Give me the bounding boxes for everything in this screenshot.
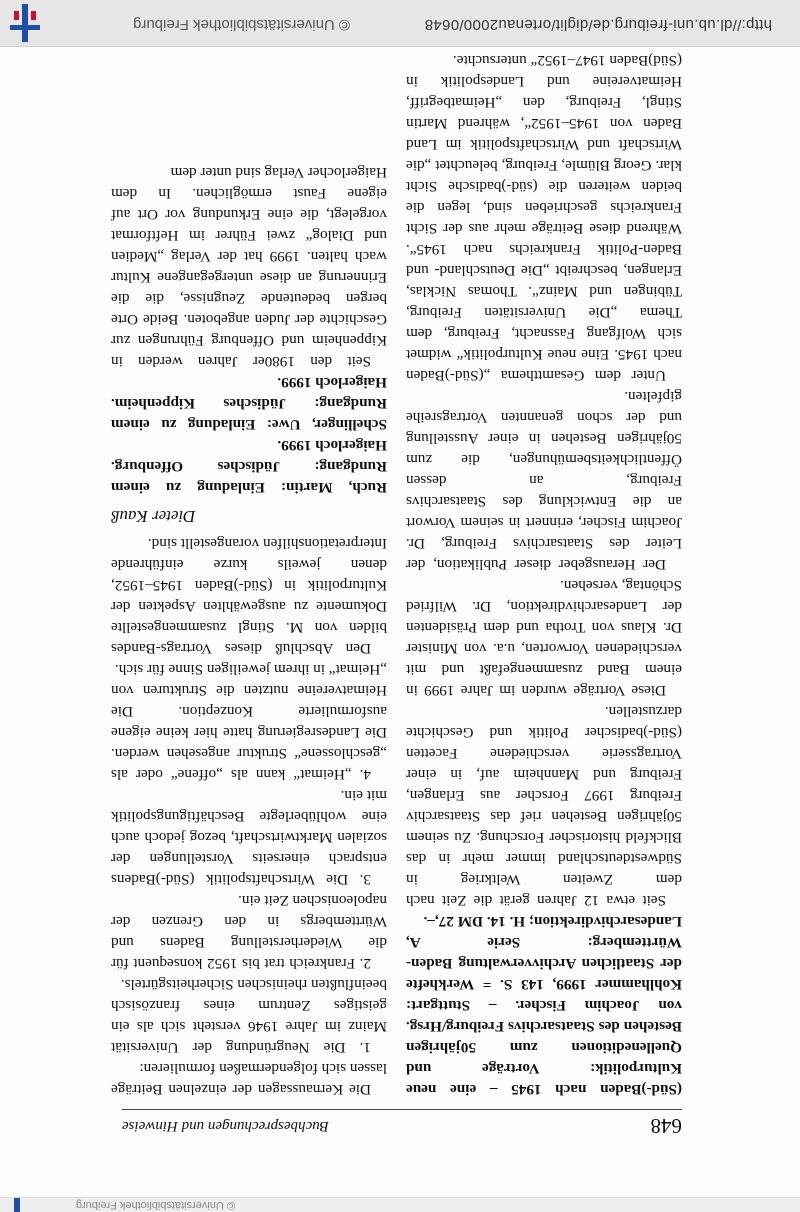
footer-copyright: © Universitätsbibliothek Freiburg — [75, 1199, 235, 1211]
paragraph: Den Abschluß dieses Vortrags-Bandes bilden von M. Stingl zusammengestellte Dokumente zu ausgewählten Aspekten der Kulturpolitik in (Süd-)Baden 1945–1952, denen jeweils kurze einführende Interpretationshilfen vorangestellt sind. — [111, 535, 387, 657]
paragraph: 4. „Heimat“ kann als „offene“ oder als „geschlossene“ Struktur angesehen werden. Die Landesregierung hatte hier keine eigene ausformulierte Konzeption. Die Heimatvereine nutzten die Strukturen von „Heimat“ in ihrem jeweiligen Sinne für sich. — [111, 661, 387, 783]
review-heading: Ruch, Martin: Einladung zu einem Rundgang: Jüdisches Offenburg. Haigerloch 1999. — [111, 437, 387, 496]
paragraph: 2. Frankreich trat bis 1952 konsequent für die Wiederherstellung Badens und Württembergs in den Grenzen der napoleonischen Zeit ein. — [111, 892, 387, 972]
paragraph: 3. Die Wirtschaftspolitik (Süd-)Badens entsprach einerseits Vorstellungen der sozialen Marktwirtschaft, bezog jedoch auch eine wohlüberlegte Beschäftigungspolitik mit ein. — [111, 787, 387, 888]
paragraph: Seit den 1980er Jahren werden in Kippenheim und Offenburg Führungen zur Geschichte der Juden angeboten. Beide Orte bergen bedeutende Zeugnisse, die die Erinnerung an diese untergegangene Kultur wach halten. 1999 hat der Verlag „Medien und Dialog“ zwei Führer im Heftformat vorgelegt, die eine Erkundung vor Ort auf eigene Faust ermöglichen. In dem Haigerlocher Verlag sind unter dem — [111, 164, 387, 370]
review-heading: (Süd-)Baden nach 1945 – eine neue Kulturpolitik: Vorträge und Quelleneditionen zum 50jährigen Bestehen des Staatsarchivs Freiburg/Hrsg. von Joachim Fischer. – Stuttgart: Kohlhammer 1999, 143 S. = Werkhefte der Staatlichen Archivverwaltung Baden-Württemberg: Serie A, Landesarchivdirektion; H. 14. DM 27,–. — [406, 913, 682, 1098]
library-copyright: © Universitätsbibliothek Freiburg — [133, 16, 350, 33]
paragraph: 1. Die Neugründung der Universität Mainz im Jahre 1946 versteht sich als ein geistiges Zentrum eines französisch beeinflußten rheinischen Sicherheitsgürtels. — [111, 976, 387, 1056]
right-column — [111, 162, 387, 1100]
footer-logo-icon — [14, 1198, 20, 1212]
left-column — [406, 50, 682, 1100]
url-link[interactable]: http://dl.ub.uni-freiburg.de/diglit/ortenau2000/0648 — [424, 16, 772, 33]
running-head — [122, 1109, 682, 1140]
paragraph: Diese Vorträge wurden im Jahre 1999 in einem Band zusammengefaßt und mit verschiedenen Vorworten, u.a. von Minister Dr. Klaus von Trotha und dem Präsidenten der Landesarchivdirektion, Dr. Wilfried Schöntag, versehen. — [406, 577, 682, 699]
review-heading: Schellinger, Uwe: Einladung zu einem Rundgang: Jüdisches Kippenheim. Haigerloch 1999. — [111, 374, 387, 433]
url-bar — [0, 0, 800, 47]
paragraph: Die Kernaussagen der einzelnen Beiträge lassen sich folgendermaßen formulieren: — [111, 1060, 387, 1098]
page-number: 648 — [650, 1114, 682, 1138]
paragraph: Unter dem Gesamtthema „(Süd-)Baden nach 1945. Eine neue Kulturpolitik“ widmet sich Wolfgang Fassnacht, Freiburg, dem Thema „Die Universitäten Freiburg, Tübingen und Mainz“. Thomas Nicklas, Erlangen, beschreibt „Die Deutschland- und Baden-Politik Frankreichs nach 1945“. Während diese Beiträge mehr aus der Sicht Frankreichs geschrieben sind, legen die beiden weiteren die (süd-)badische Sicht klar. Georg Blümle, Freiburg, beleuchtet „die Wirtschaft und Wirtschaftspolitik im Land Baden von 1945–1952“, während Martin Stingl, Freiburg, den „Heimatbegriff, Heimatvereine und Landespolitik in (Süd)Baden 1947–1952“ untersuchte. — [406, 52, 682, 384]
paragraph: Seit etwa 12 Jahren gerät die Zeit nach dem Zweiten Weltkrieg in Südwestdeutschland immer mehr in das Blickfeld historischer Forschung. Zu seinem 50jährigen Bestehen rief das Staatsarchiv Freiburg 1997 Forscher aus Erlangen, Freiburg und Mannheim auf, in einer Vortragsserie verschiedene Facetten (Süd-)badischer Politik und Geschichte darzustellen. — [406, 703, 682, 909]
paragraph: Der Herausgeber dieser Publikation, der Leiter des Staatsarchivs Freiburg, Dr. Joachim Fischer, erinnert in seinem Vorwort an die Entwicklung des Staatsarchivs Freiburg, an dessen Öffentlichkeitsbemühungen, die zum 50jährigen Bestehen in einer Ausstellung und der schon genannten Vortragsreihe gipfelten. — [406, 388, 682, 573]
running-head-title: Buchbesprechungen und Hinweise — [122, 1118, 329, 1134]
footer-strip — [0, 1197, 800, 1212]
ub-freiburg-logo-icon — [8, 4, 42, 42]
reviewer-signature: Dieter Kauß — [111, 507, 196, 526]
